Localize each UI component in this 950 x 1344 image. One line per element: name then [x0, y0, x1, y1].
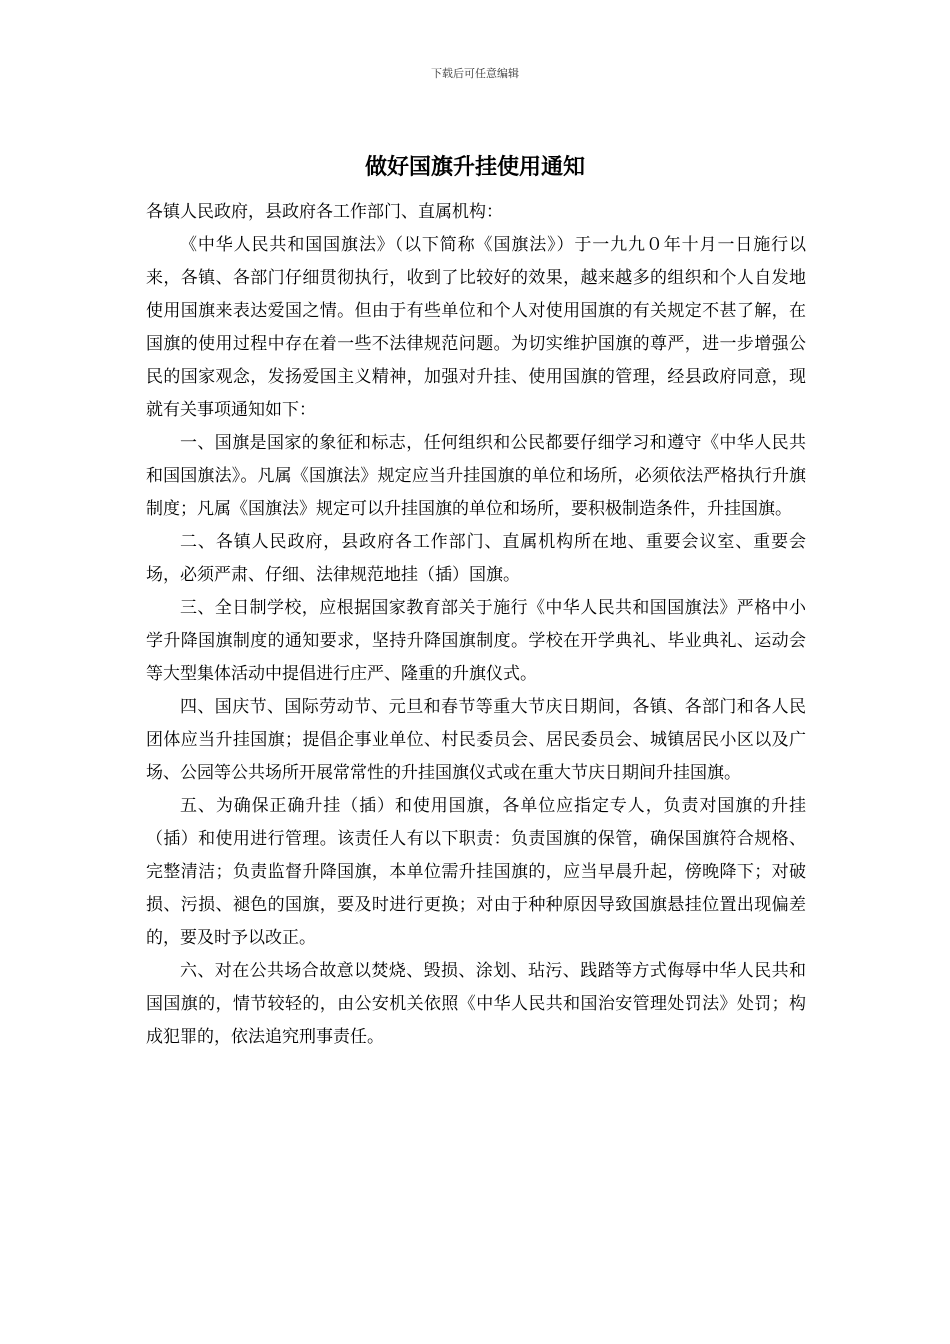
paragraph-item-4: 四、国庆节、国际劳动节、元旦和春节等重大节庆日期间，各镇、各部门和各人民团体应当升挂国旗；提倡企事业单位、村民委员会、居民委员会、城镇居民小区以及广场、公园等公共场所开展常常性的升挂国旗仪式或在重大节庆日期间升挂国旗。 — [146, 697, 806, 783]
paragraph-intro: 《中华人民共和国国旗法》（以下简称《国旗法》）于一九九０年十月一日施行以来，各镇、各部门仔细贯彻执行，收到了比较好的效果，越来越多的组织和个人自发地使用国旗来表达爱国之情。但由于有些单位和个人对使用国旗的有关规定不甚了解，在国旗的使用过程中存在着一些不法律规范问题。为切实维护国旗的尊严，进一步增强公民的国家观念，发扬爱国主义精神，加强对升挂、使用国旗的管理，经县政府同意，现就有关事项通知如下： — [146, 235, 806, 420]
paragraph-item-3: 三、全日制学校，应根据国家教育部关于施行《中华人民共和国国旗法》严格中小学升降国旗制度的通知要求，坚持升降国旗制度。学校在开学典礼、毕业典礼、运动会等大型集体活动中提倡进行庄严、隆重的升旗仪式。 — [146, 598, 806, 684]
paragraph-item-1: 一、国旗是国家的象征和标志，任何组织和公民都要仔细学习和遵守《中华人民共和国国旗法》。凡属《国旗法》规定应当升挂国旗的单位和场所，必须依法严格执行升旗制度；凡属《国旗法》规定可以升挂国旗的单位和场所，要积极制造条件，升挂国旗。 — [146, 433, 806, 519]
salutation: 各镇人民政府，县政府各工作部门、直属机构： — [146, 202, 503, 222]
paragraph-item-5: 五、为确保正确升挂（插）和使用国旗，各单位应指定专人，负责对国旗的升挂（插）和使用进行管理。该责任人有以下职责：负责国旗的保管，确保国旗符合规格、完整清洁；负责监督升降国旗，本单位需升挂国旗的，应当早晨升起，傍晚降下；对破损、污损、褪色的国旗，要及时进行更换；对由于种种原因导致国旗悬挂位置出现偏差的，要及时予以改正。 — [146, 796, 806, 948]
header-note: 下载后可任意编辑 — [431, 67, 519, 80]
paragraph-item-2: 二、各镇人民政府，县政府各工作部门、直属机构所在地、重要会议室、重要会场，必须严肃、仔细、法律规范地挂（插）国旗。 — [146, 532, 806, 585]
document-body — [146, 196, 806, 1054]
document-title: 做好国旗升挂使用通知 — [364, 154, 585, 180]
paragraph-item-6: 六、对在公共场合故意以焚烧、毁损、涂划、玷污、践踏等方式侮辱中华人民共和国国旗的，情节较轻的，由公安机关依照《中华人民共和国治安管理处罚法》处罚；构成犯罪的，依法追究刑事责任。 — [146, 961, 806, 1047]
